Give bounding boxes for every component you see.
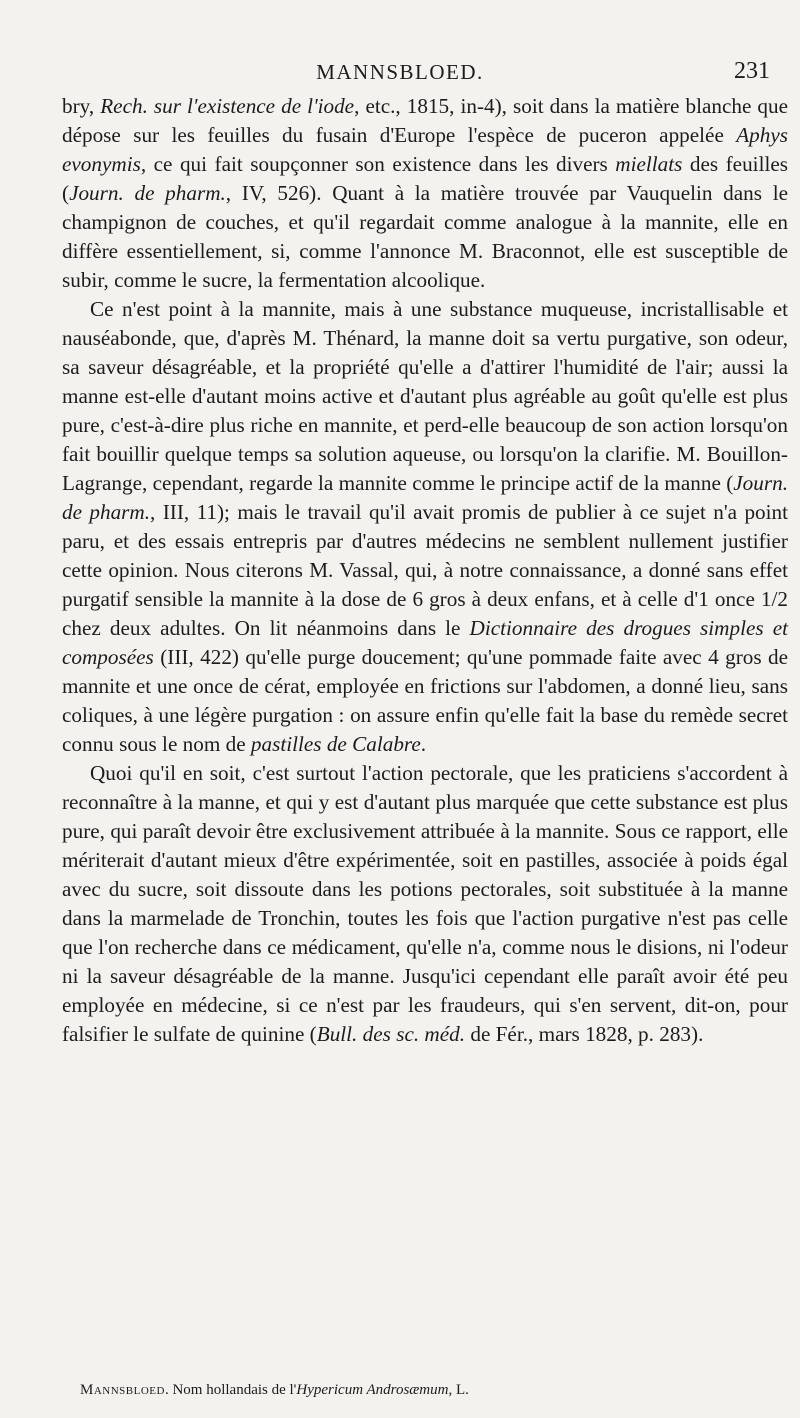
text-run: (III, 422) qu'elle purge doucement; qu'une pommade faite avec 4 gros de mannite et une once de cérat, employée en frictions sur l'abdomen, a donné lieu, sans coliques, à une légère purgation : on assure enfin qu'elle fait la base du remède secret connu sous le nom de bbox=[62, 645, 788, 756]
text-run: , III, 11); mais le travail qu'il avait promis de publier à ce sujet n'a point paru, et des essais entrepris par d'autres médecins ne semblent nullement justifier cette opinion. Nous citerons M. Vassal, qui, à notre connaissance, a donné sans effet purgatif sensible la mannite à la dose de 6 gros à deux enfans, et à celle d'1 once 1/2 chez deux adultes. On lit néanmoins dans le bbox=[62, 500, 788, 640]
paragraph bbox=[62, 92, 788, 295]
citation-italic: Journ. de pharm. bbox=[69, 181, 226, 205]
text-run: , etc., 1815, in-4), soit dans la matière blanche que dépose sur les feuilles du fusain d'Europe l'espèce de puceron appelée bbox=[62, 94, 788, 147]
text-run: Quoi qu'il en soit, c'est surtout l'action pectorale, que les praticiens s'accordent à reconnaître à la manne, et qui y est d'autant plus marquée que cette substance est plus pure, qui paraît devoir être exclusivement attribuée à la mannite. Sous ce rapport, elle mériterait d'autant mieux d'être expérimentée, soit en pastilles, associée à poids égal avec du sucre, soit dissoute dans les potions pectorales, soit substituée à la manne dans la marmelade de Tronchin, toutes les fois que l'action purgative n'est pas celle que l'on recherche dans ce médicament, qu'elle n'a, comme nous le disions, ni l'odeur ni la saveur désagréable de la manne. Jusqu'ici cependant elle paraît avoir été peu employée en médecine, si ce n'est par les fraudeurs, qui s'en servent, dit-on, pour falsifier le sulfate de quinine ( bbox=[62, 761, 788, 1046]
text-run: , ce qui fait soupçonner son existence dans les divers bbox=[140, 152, 616, 176]
term-italic: pastilles de Calabre bbox=[250, 732, 421, 756]
page-header bbox=[0, 58, 800, 88]
paragraph bbox=[62, 759, 788, 1049]
footnote-text: . Nom hollandais de l' bbox=[164, 1382, 297, 1398]
text-run: de Fér., mars 1828, p. 283). bbox=[465, 1022, 704, 1046]
term-italic: miellats bbox=[615, 152, 683, 176]
species-name: Hypericum Androsæmum bbox=[296, 1382, 449, 1398]
citation-italic: Bull. des sc. méd. bbox=[316, 1022, 466, 1046]
species-name: Aphys evonymis bbox=[62, 123, 788, 176]
page-number: 231 bbox=[734, 58, 770, 84]
citation-italic: Journ. de pharm. bbox=[62, 471, 788, 524]
text-run: . bbox=[420, 732, 427, 756]
citation-italic: Dictionnaire des drogues simples et composées bbox=[62, 616, 788, 669]
article-body bbox=[62, 92, 788, 1049]
citation-italic: Rech. sur l'existence de l'iode bbox=[100, 94, 355, 118]
text-run: des feuilles ( bbox=[62, 152, 788, 205]
text-run: , IV, 526). Quant à la matière trouvée par Vauquelin dans le champignon de couches, et qu'il regardait comme analogue à la mannite, elle en diffère essentiellement, si, comme l'annonce M. Braconnot, elle est susceptible de subir, comme le sucre, la fermentation alcoolique. bbox=[62, 181, 788, 292]
text-run: Ce n'est point à la mannite, mais à une substance muqueuse, incristallisable et nauséabonde, que, d'après M. Thénard, la manne doit sa vertu purgative, son odeur, sa saveur désagréable, et la propriété qu'elle a d'attirer l'humidité de l'air; aussi la manne est-elle d'autant moins active et d'autant plus agréable au goût qu'elle est plus pure, c'est-à-dire plus riche en mannite, et perd-elle beaucoup de son action lorsqu'on fait bouillir quelque temps sa solution aqueuse, ou lorsqu'on la clarifie. M. Bouillon-Lagrange, cependant, regarde la mannite comme le principe actif de la manne ( bbox=[62, 297, 788, 495]
running-head: MANNSBLOED. bbox=[316, 60, 484, 84]
footnote-text: , L. bbox=[448, 1382, 469, 1398]
paragraph bbox=[62, 295, 788, 759]
footnote bbox=[80, 1380, 780, 1400]
text-run: bry, bbox=[62, 94, 101, 118]
footnote-head: Mannsbloed bbox=[80, 1382, 165, 1398]
